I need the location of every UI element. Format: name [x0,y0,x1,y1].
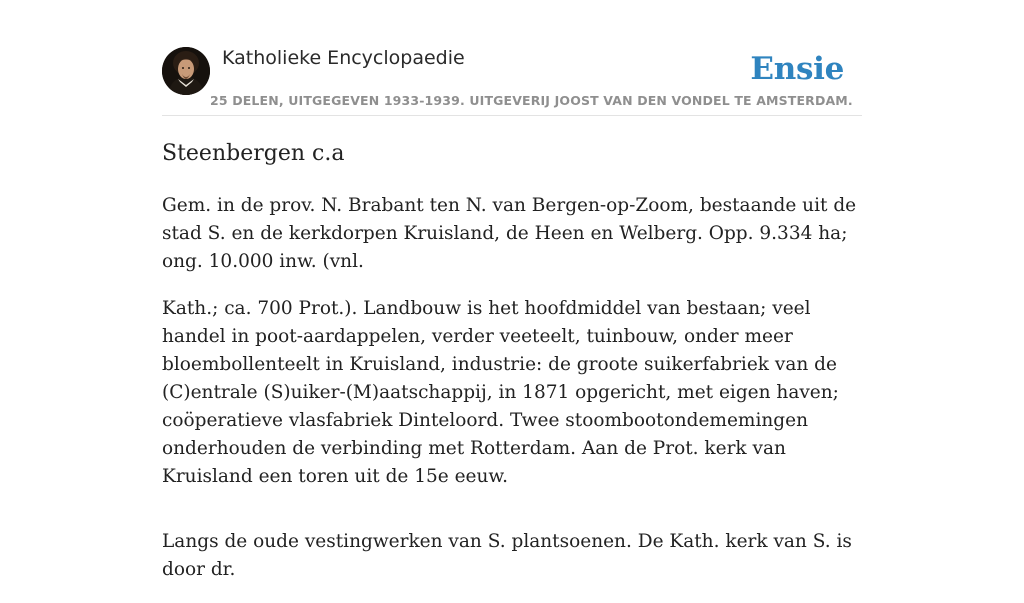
article-paragraph-1: Gem. in de prov. N. Brabant ten N. van Bergen-op-Zoom, bestaande uit de stad S. en de kerkdorpen Kruisland, de Heen en Welberg. Opp. 9.334 ha; ong. 10.000 inw. (vnl. [162,195,857,272]
article-paragraph-2: Kath.; ca. 700 Prot.). Landbouw is het hoofdmiddel van bestaan; veel handel in poot-aardappelen, verder veeteelt, tuinbouw, onder meer bloembollenteelt in Kruisland, industrie: de groote suikerfabriek van de (C)entrale (S)uiker-(M)aatschappij, in 1871 opgericht, met eigen haven; coöperatieve vlasfabriek Dinteloord. Twee stoombootondememingen onderhouden de verbinding met Rotterdam. Aan de Prot. kerk van Kruisland een toren uit de 15e eeuw. [162,298,839,487]
article-title: Steenbergen c.a [162,141,345,166]
publication-title[interactable]: Katholieke Encyclopaedie [222,47,465,69]
ensie-logo[interactable]: Ensie [750,51,844,87]
article-paragraph-3: Langs de oude vestingwerken van S. plantsoenen. De Kath. kerk van S. is door dr. [162,531,852,580]
portrait-avatar-icon[interactable] [162,47,210,95]
portrait-avatar-icon-graphic [162,47,210,95]
publication-subtitle: 25 DELEN, UITGEGEVEN 1933-1939. UITGEVERIJ JOOST VAN DEN VONDEL TE AMSTERDAM. [210,93,853,108]
article-body [162,192,867,603]
site-header [162,46,862,116]
